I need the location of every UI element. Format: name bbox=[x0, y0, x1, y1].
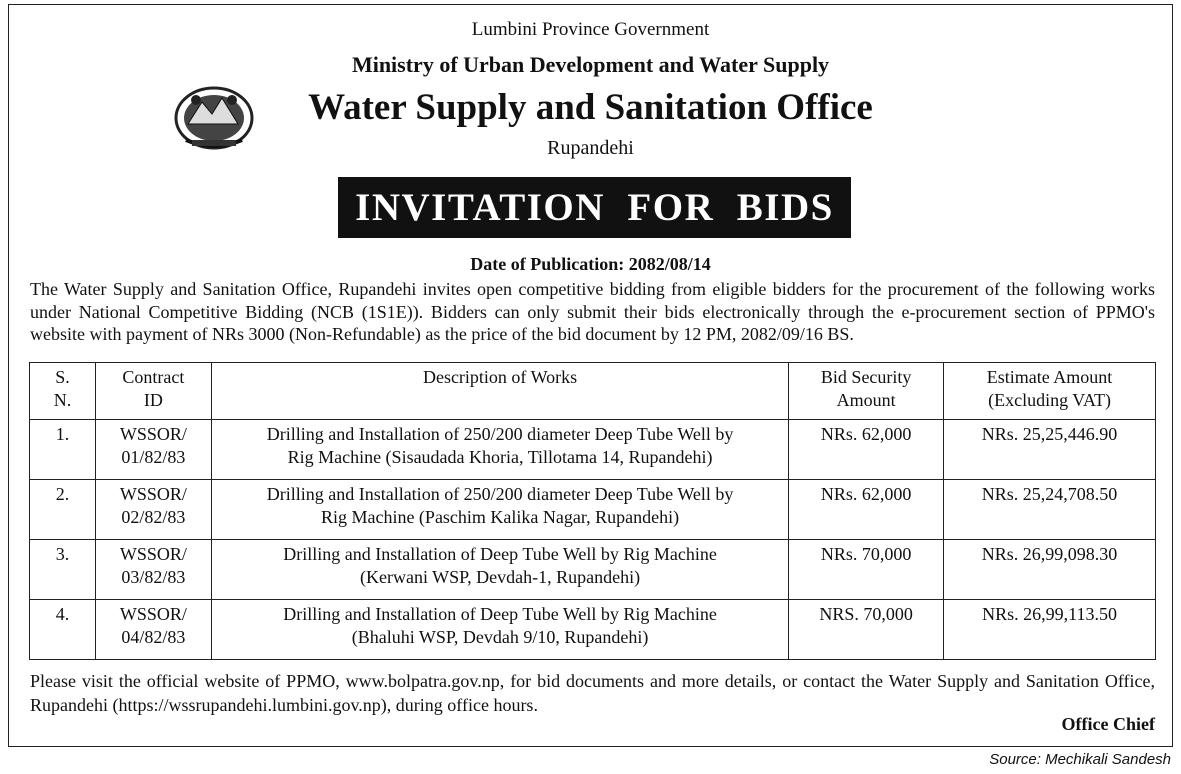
row-bid-security: NRS. 70,000 bbox=[789, 600, 944, 660]
row-estimate-amount: NRs. 25,24,708.50 bbox=[944, 480, 1156, 540]
signature: Office Chief bbox=[1061, 714, 1155, 734]
row-description: Drilling and Installation of Deep Tube Well by Rig Machine (Kerwani WSP, Devdah-1, Rupandehi) bbox=[211, 540, 788, 600]
header-sn: S. N. bbox=[30, 363, 96, 420]
header-description: Description of Works bbox=[211, 363, 788, 420]
row-contract-id: WSSOR/ 01/82/83 bbox=[95, 420, 211, 480]
row-sn: 1. bbox=[30, 420, 96, 480]
table-row bbox=[30, 600, 1156, 660]
table-header-row bbox=[30, 363, 1156, 420]
row-sn: 2. bbox=[30, 480, 96, 540]
source-credit: Source: Mechikali Sandesh bbox=[989, 751, 1171, 768]
row-contract-id: WSSOR/ 04/82/83 bbox=[95, 600, 211, 660]
row-contract-id: WSSOR/ 03/82/83 bbox=[95, 540, 211, 600]
ministry-name: Ministry of Urban Development and Water Supply bbox=[351, 52, 830, 77]
bids-table bbox=[29, 362, 1156, 660]
header-bid-security: Bid Security Amount bbox=[789, 363, 944, 420]
row-description: Drilling and Installation of 250/200 diameter Deep Tube Well by Rig Machine (Sisaudada Khoria, Tillotama 14, Rupandehi) bbox=[211, 420, 788, 480]
row-bid-security: NRs. 62,000 bbox=[789, 480, 944, 540]
row-bid-security: NRs. 62,000 bbox=[789, 420, 944, 480]
row-description: Drilling and Installation of Deep Tube Well by Rig Machine (Bhaluhi WSP, Devdah 9/10, Rupandehi) bbox=[211, 600, 788, 660]
government-name: Lumbini Province Government bbox=[471, 19, 710, 40]
table-row bbox=[30, 480, 1156, 540]
footer-paragraph: Please visit the official website of PPMO, www.bolpatra.gov.np, for bid documents and more details, or contact the Water Supply and Sanitation Office, Rupandehi (https://wssrupandehi.lumbini.gov.np), during office hours. bbox=[30, 671, 1155, 715]
row-sn: 4. bbox=[30, 600, 96, 660]
row-description: Drilling and Installation of 250/200 diameter Deep Tube Well by Rig Machine (Paschim Kalika Nagar, Rupandehi) bbox=[211, 480, 788, 540]
row-estimate-amount: NRs. 26,99,098.30 bbox=[944, 540, 1156, 600]
intro-paragraph: The Water Supply and Sanitation Office, Rupandehi invites open competitive bidding from eligible bidders for the procurement of the following works under National Competitive Bidding (NCB (1S1E)). Bidders can only submit their bids electronically through the e-procurement section of PPMO's website with payment of NRs 3000 (Non-Refundable) as the price of the bid document by 12 PM, 2082/09/16 BS. bbox=[30, 279, 1155, 344]
district-name: Rupandehi bbox=[547, 137, 634, 159]
table-row bbox=[30, 420, 1156, 480]
office-name: Water Supply and Sanitation Office bbox=[308, 87, 873, 128]
row-contract-id: WSSOR/ 02/82/83 bbox=[95, 480, 211, 540]
row-bid-security: NRs. 70,000 bbox=[789, 540, 944, 600]
row-sn: 3. bbox=[30, 540, 96, 600]
table-row bbox=[30, 540, 1156, 600]
row-estimate-amount: NRs. 26,99,113.50 bbox=[944, 600, 1156, 660]
publication-date: Date of Publication: 2082/08/14 bbox=[470, 254, 711, 274]
header-contract-id: Contract ID bbox=[95, 363, 211, 420]
header-estimate-amount: Estimate Amount (Excluding VAT) bbox=[944, 363, 1156, 420]
notice-title-banner: INVITATION FOR BIDS bbox=[338, 177, 851, 238]
row-estimate-amount: NRs. 25,25,446.90 bbox=[944, 420, 1156, 480]
